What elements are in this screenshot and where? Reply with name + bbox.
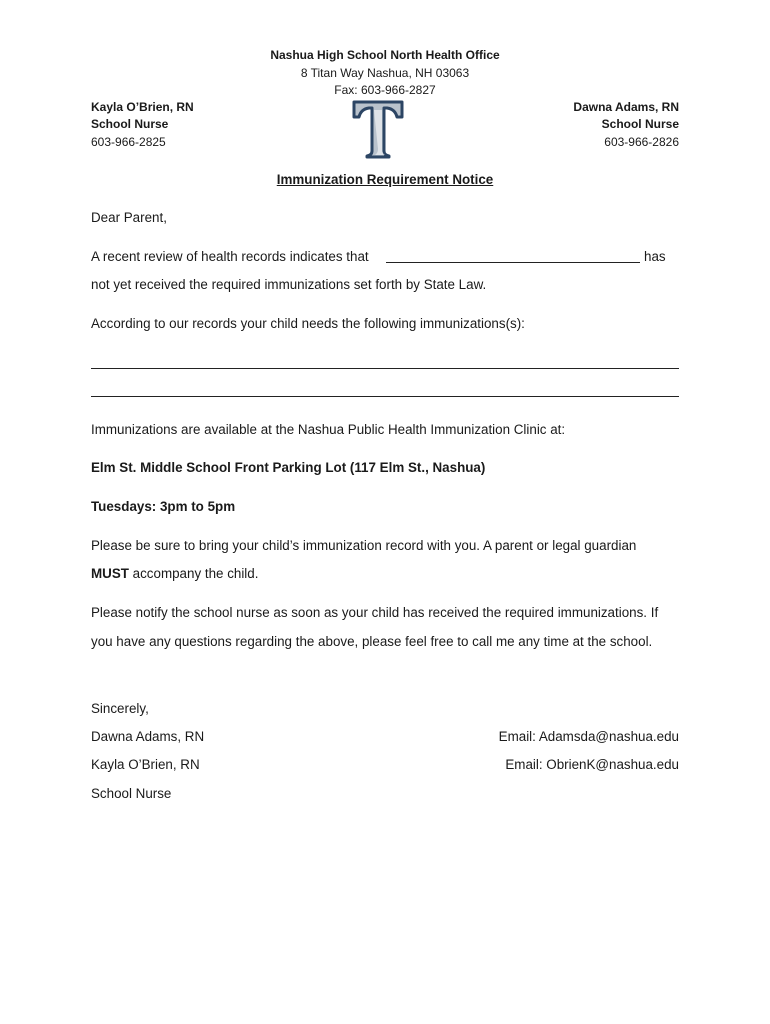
clinic-location: Elm St. Middle School Front Parking Lot (117 Elm St., Nashua) bbox=[91, 460, 486, 475]
closing-name-1: Dawna Adams, RN bbox=[91, 729, 205, 744]
office-fax: Fax: 603-966-2827 bbox=[334, 83, 436, 97]
email-obrien[interactable]: Email: ObrienK@nashua.edu bbox=[505, 757, 679, 772]
titan-t-logo-icon bbox=[351, 99, 405, 159]
right-nurse-title: School Nurse bbox=[601, 117, 679, 131]
salutation: Dear Parent, bbox=[91, 210, 167, 225]
left-nurse-title: School Nurse bbox=[91, 117, 169, 131]
clinic-intro: Immunizations are available at the Nashua Public Health Immunization Clinic at: bbox=[91, 422, 566, 437]
review-before: A recent review of health records indicates that bbox=[91, 249, 369, 264]
review-line2: not yet received the required immunizations set forth by State Law. bbox=[91, 277, 487, 292]
must-emphasis: MUST bbox=[91, 566, 129, 581]
needs-text: According to our records your child needs the following immunizations(s): bbox=[91, 316, 525, 331]
right-nurse-name: Dawna Adams, RN bbox=[573, 100, 679, 114]
closing-role: School Nurse bbox=[91, 786, 172, 801]
clinic-hours: Tuesdays: 3pm to 5pm bbox=[91, 499, 236, 514]
notify-line2: you have any questions regarding the above, please feel free to call me any time at the school. bbox=[91, 634, 653, 649]
bring-rest: accompany the child. bbox=[128, 566, 259, 581]
notice-title: Immunization Requirement Notice bbox=[276, 172, 494, 187]
immunization-blank-2[interactable] bbox=[91, 396, 679, 397]
bring-line1: Please be sure to bring your child’s immunization record with you. A parent or legal guardian bbox=[91, 538, 637, 553]
bring-line2 bbox=[91, 565, 258, 583]
closing-name-2: Kayla O’Brien, RN bbox=[91, 757, 200, 772]
left-nurse-phone: 603-966-2825 bbox=[91, 135, 166, 149]
office-name: Nashua High School North Health Office bbox=[270, 48, 500, 62]
immunization-blank-1[interactable] bbox=[91, 368, 679, 369]
right-nurse-phone: 603-966-2826 bbox=[604, 135, 679, 149]
left-nurse-name: Kayla O’Brien, RN bbox=[91, 100, 194, 114]
email-adams[interactable]: Email: Adamsda@nashua.edu bbox=[498, 729, 679, 744]
office-address: 8 Titan Way Nashua, NH 03063 bbox=[300, 66, 470, 80]
student-name-blank[interactable] bbox=[386, 262, 640, 263]
review-after: has bbox=[644, 249, 666, 264]
closing-sincerely: Sincerely, bbox=[91, 701, 149, 716]
notify-line1: Please notify the school nurse as soon as your child has received the required immunizations. If bbox=[91, 605, 659, 620]
